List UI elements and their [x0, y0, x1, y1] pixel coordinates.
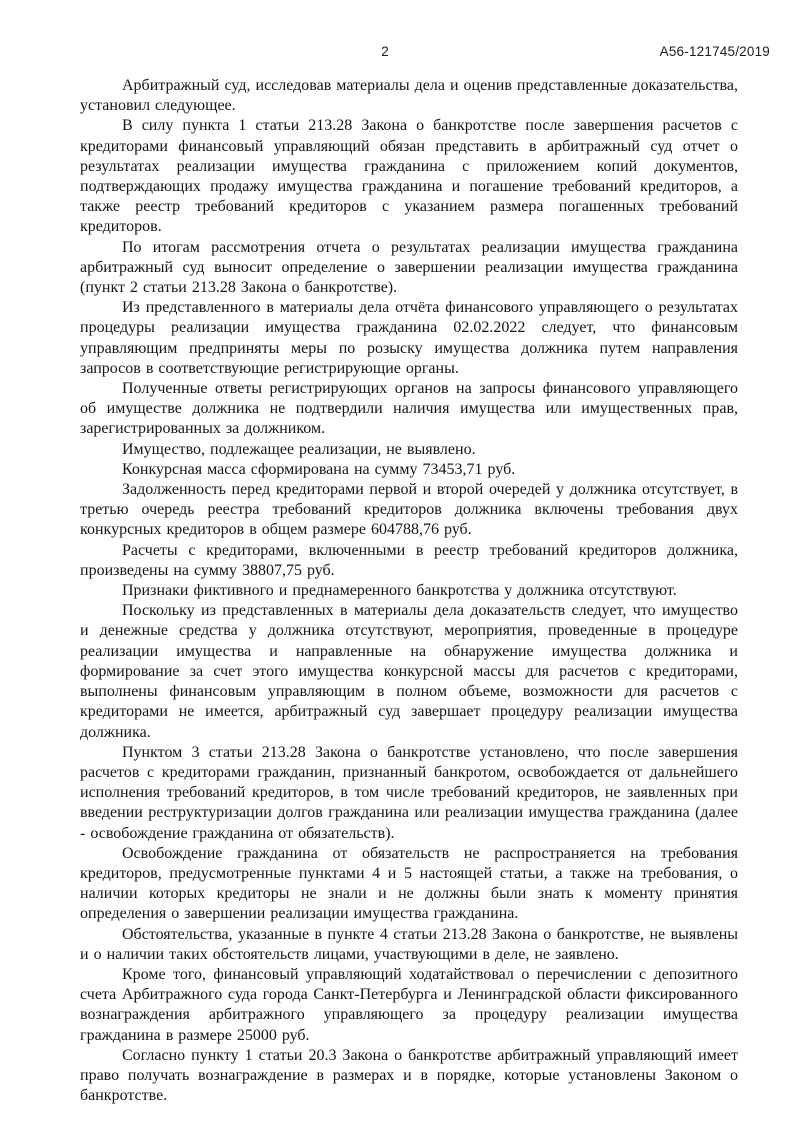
paragraph: Арбитражный суд, исследовав материалы дела и оценив представленные доказательства, установил следующее. [80, 77, 738, 115]
paragraph: Согласно пункту 1 статьи 20.3 Закона о банкротстве арбитражный управляющий имеет право получать вознаграждение в размерах и в порядке, которые установлены Законом о банкротстве. [80, 1046, 738, 1105]
page-header [80, 44, 770, 62]
document-body [80, 76, 738, 1106]
paragraph: Поскольку из представленных в материалы дела доказательств следует, что имущество и денежные средства у должника отсутствуют, мероприятия, проведенные в процедуре реализации имущества и направленные на обнаружение имущества должника и формирование за счет этого имущества конкурсной массы для расчетов с кредиторами, выполнены финансовым управляющим в полном объеме, возможности для расчетов с кредиторами не имеется, арбитражный суд завершает процедуру реализации имущества должника. [80, 602, 738, 741]
paragraph: Кроме того, финансовый управляющий ходатайствовал о перечислении с депозитного счета Арбитражного суда города Санкт-Петербурга и Ленинградской области фиксированного вознаграждения арбитражного управляющего за процедуру реализации имущества гражданина в размере 25000 руб. [80, 965, 738, 1044]
case-number: А56-121745/2019 [659, 44, 770, 59]
paragraph: Обстоятельства, указанные в пункте 4 статьи 213.28 Закона о банкротстве, не выявлены и о наличии таких обстоятельств лицами, участвующими в деле, не заявлено. [80, 925, 738, 963]
paragraph: Имущество, подлежащее реализации, не выявлено. [122, 440, 476, 458]
paragraph: Из представленного в материалы дела отчёта финансового управляющего о результатах процедуры реализации имущества гражданина 02.02.2022 следует, что финансовым управляющим предприняты меры по розыску имущества должника путем направления запросов в соответствующие регистрирующие органы. [80, 299, 738, 377]
paragraph: Полученные ответы регистрирующих органов на запросы финансового управляющего об имуществе должника не подтвердили наличия имущества или имущественных прав, зарегистрированных за должником. [80, 380, 738, 438]
paragraph: Конкурсная масса сформирована на сумму 73453,71 руб. [122, 460, 516, 478]
paragraph: Пунктом 3 статьи 213.28 Закона о банкротстве установлено, что после завершения расчетов с кредиторами гражданин, признанный банкротом, освобождается от дальнейшего исполнения требований кредиторов, в том числе требований кредиторов, не заявленных при введении реструктуризации долгов гражданина или реализации имущества гражданина (далее - освобождение гражданина от обязательств). [80, 743, 738, 842]
paragraph: Признаки фиктивного и преднамеренного банкротства у должника отсутствуют. [122, 582, 677, 600]
paragraph: Освобождение гражданина от обязательств не распространяется на требования кредиторов, предусмотренные пунктами 4 и 5 настоящей статьи, а также на требования, о наличии которых кредиторы не знали и не должны были знать к моменту принятия определения о завершении реализации имущества гражданина. [80, 844, 738, 923]
paragraph: По итогам рассмотрения отчета о результатах реализации имущества гражданина арбитражный суд выносит определение о завершении реализации имущества гражданина (пункт 2 статьи 213.28 Закона о банкротстве). [80, 238, 738, 297]
page-number: 2 [381, 44, 389, 59]
paragraph: В силу пункта 1 статьи 213.28 Закона о банкротстве после завершения расчетов с кредиторами финансовый управляющий обязан представить в арбитражный суд отчет о результатах реализации имущества гражданина с приложением копий документов, подтверждающих продажу имущества гражданина и погашение требований кредиторов, а также реестр требований кредиторов с указанием размера погашенных требований кредиторов. [80, 117, 738, 236]
paragraph: Задолженность перед кредиторами первой и второй очередей у должника отсутствует, в третью очередь реестра требований кредиторов должника включены требования двух конкурсных кредиторов в общем размере 604788,76 руб. [80, 481, 738, 539]
paragraph: Расчеты с кредиторами, включенными в реестр требований кредиторов должника, произведены на сумму 38807,75 руб. [80, 541, 738, 579]
